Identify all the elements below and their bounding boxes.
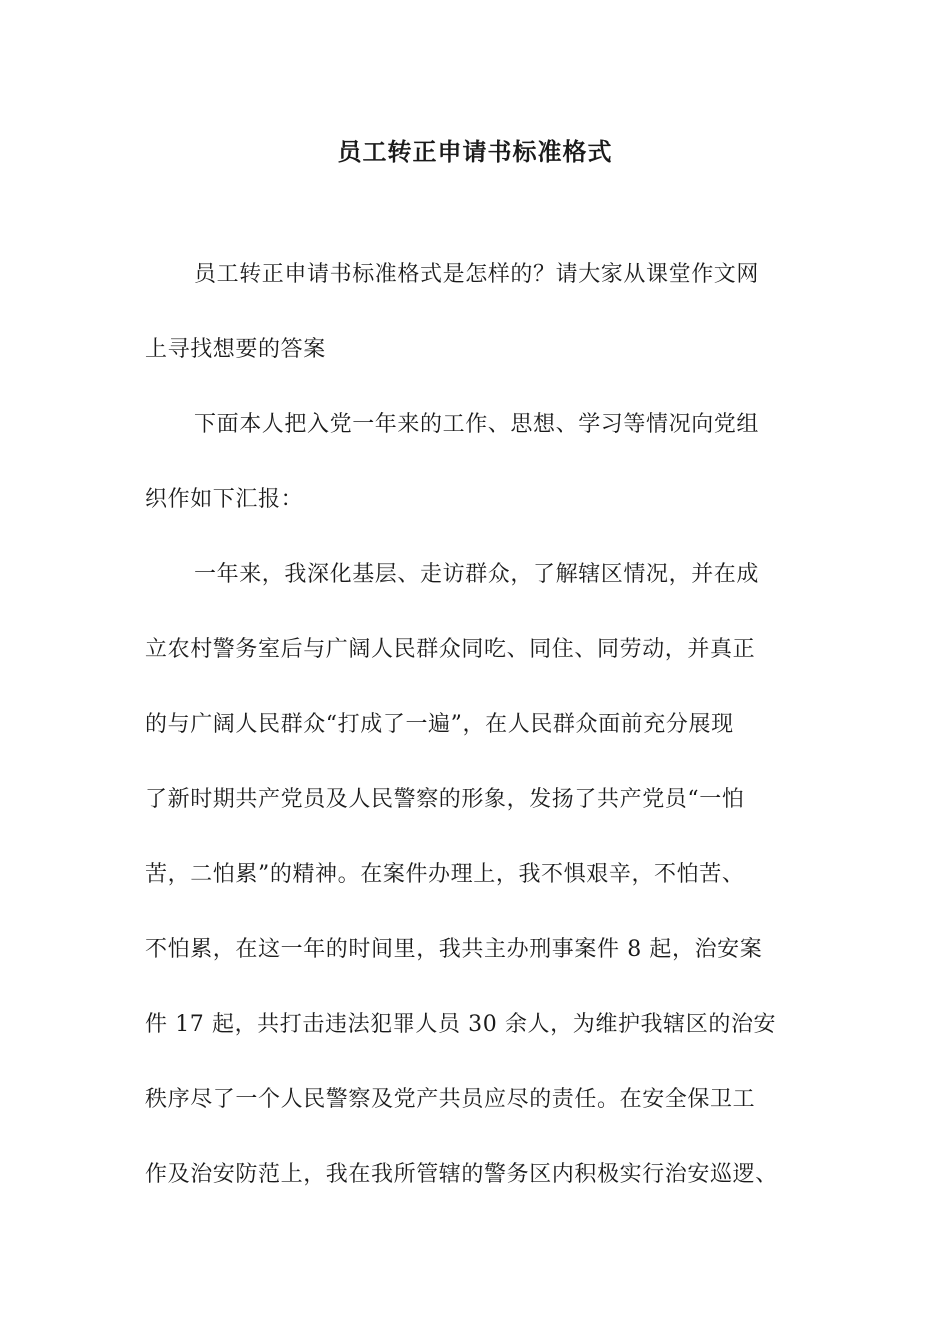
paragraph-line: 件 17 起，共打击违法犯罪人员 30 余人，为维护我辖区的治安	[145, 1012, 777, 1037]
paragraph-line: 织作如下汇报：	[145, 487, 304, 512]
paragraph-line: 作及治安防范上，我在我所管辖的警务区内积极实行治安巡逻、	[145, 1162, 778, 1187]
paragraph-line: 秩序尽了一个人民警察及党产共员应尽的责任。在安全保卫工	[145, 1087, 756, 1112]
paragraph-line: 上寻找想要的答案	[145, 337, 326, 362]
paragraph-line: 了新时期共产党员及人民警察的形象，发扬了共产党员“一怕	[145, 787, 745, 812]
paragraph-line: 员工转正申请书标准格式是怎样的？请大家从课堂作文网	[194, 262, 760, 287]
document-title: 员工转正申请书标准格式	[337, 137, 613, 166]
paragraph-line: 的与广阔人民群众“打成了一遍”，在人民群众面前充分展现	[145, 712, 734, 737]
paragraph-line: 不怕累，在这一年的时间里，我共主办刑事案件 8 起，治安案	[145, 937, 763, 962]
paragraph-line: 一年来，我深化基层、走访群众，了解辖区情况，并在成	[194, 562, 760, 587]
paragraph-line: 苦，二怕累”的精神。在案件办理上，我不惧艰辛，不怕苦、	[145, 862, 745, 887]
paragraph-line: 立农村警务室后与广阔人民群众同吃、同住、同劳动，并真正	[145, 637, 756, 662]
paragraph-line: 下面本人把入党一年来的工作、思想、学习等情况向党组	[194, 412, 760, 437]
